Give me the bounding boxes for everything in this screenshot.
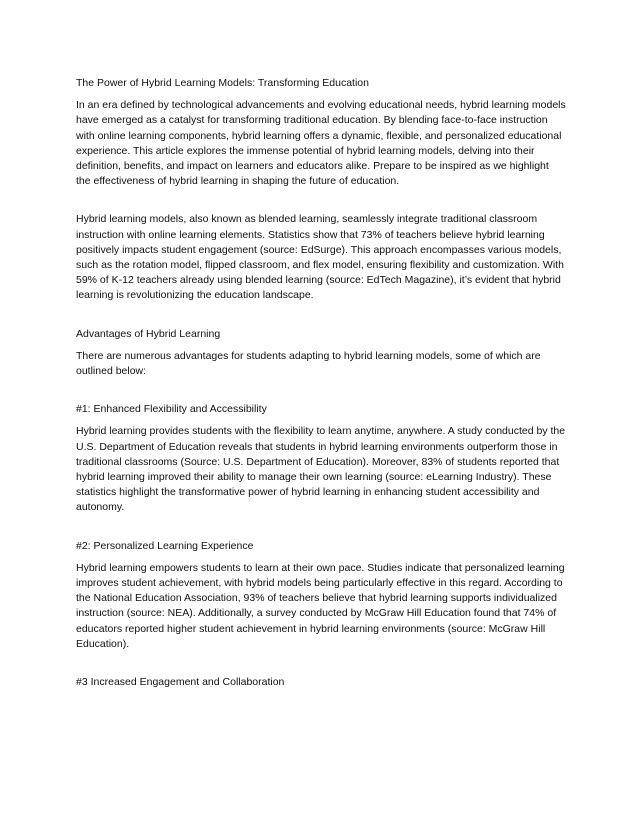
spacer: [76, 379, 566, 402]
spacer: [76, 652, 566, 675]
definition-paragraph: Hybrid learning models, also known as blended learning, seamlessly integrate traditional classroom instruction with online learning elements. Statistics show that 73% of teachers believe hybrid learning positively impacts student engagement (source: EdSurge). This approach encompasses various models, such as the rotation model, flipped classroom, and flex model, ensuring flexibility and customization. With 59% of K-12 teachers already using blended learning (source: EdTech Magazine), it’s evident that hybrid learning is revolutionizing the education landscape.: [76, 213, 564, 302]
section1-heading: #1: Enhanced Flexibility and Accessibility: [76, 403, 267, 416]
section2-paragraph: Hybrid learning empowers students to learn at their own pace. Studies indicate that personalized learning improves student achievement, with hybrid models being particularly effective in this regard. According to the National Education Association, 93% of teachers believe that hybrid learning supports individualized instruction (source: NEA). Additionally, a survey conducted by McGraw Hill Education found that 74% of educators reported higher student achievement in hybrid learning environments (source: McGraw Hill Education).: [76, 561, 565, 650]
spacer: [76, 516, 566, 539]
section3-heading: #3 Increased Engagement and Collaboration: [76, 676, 285, 689]
section1-paragraph: Hybrid learning provides students with the flexibility to learn anytime, anywhere. A study conducted by the U.S. Department of Education reveals that students in hybrid learning environments outperform those in traditional classrooms (Source: U.S. Department of Education). Moreover, 83% of students reported that hybrid learning improved their ability to manage their own learning (source: eLearning Industry). These statistics highlight the transformative power of hybrid learning in enhancing student accessibility and autonomy.: [76, 425, 566, 514]
section2-heading: #2: Personalized Learning Experience: [76, 539, 254, 552]
intro-paragraph: In an era defined by technological advancements and evolving educational needs, hybrid learning models have emerged as a catalyst for transforming traditional education. By blending face-to-face instruction with online learning components, hybrid learning offers a dynamic, flexible, and personalized educational experience. This article explores the immense potential of hybrid learning models, delving into their definition, benefits, and impact on learners and educators alike. Prepare to be inspired as we highlight the effectiveness of hybrid learning in shaping the future of education.: [76, 99, 566, 188]
spacer: [76, 189, 566, 212]
document-body: [76, 76, 566, 697]
spacer: [76, 304, 566, 327]
document-title: The Power of Hybrid Learning Models: Transforming Education: [76, 77, 369, 89]
advantages-intro-paragraph: There are numerous advantages for students adapting to hybrid learning models, some of which are outlined below:: [76, 349, 541, 378]
advantages-heading: Advantages of Hybrid Learning: [76, 327, 221, 340]
